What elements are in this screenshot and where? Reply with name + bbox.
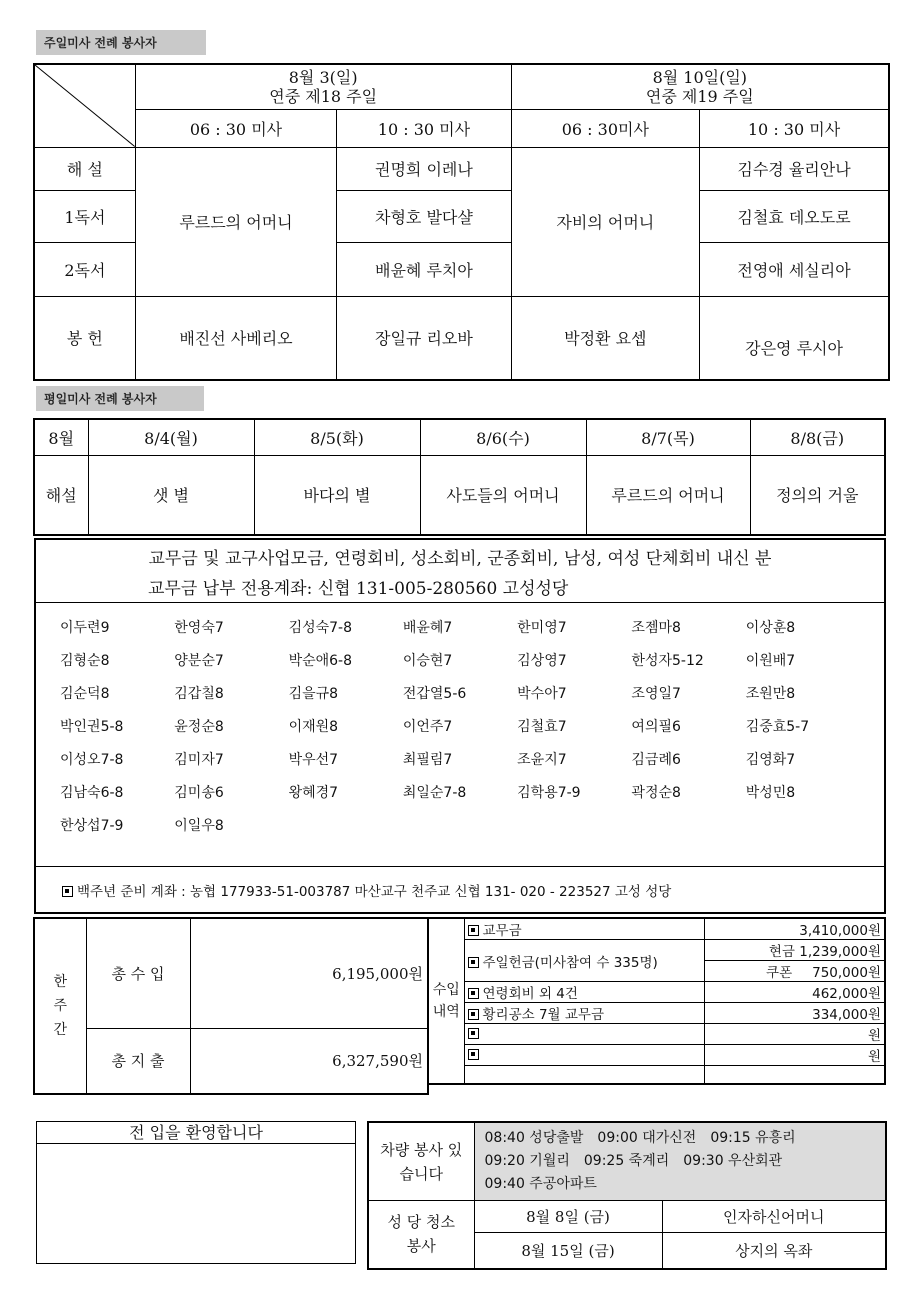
offertory-cell: 박정환 요셉 [511,296,699,380]
bus-stop: 09:30 우산회관 [683,1153,783,1169]
donor-name: 이승현7 [402,653,453,669]
donor-name: 양분순7 [174,653,224,669]
checkbox-icon [468,1028,479,1039]
weekday-mass-table [33,418,886,536]
donor-list [60,618,860,836]
sunday-section-tag: 주일미사 전례 봉사자 [36,30,206,55]
header-diagonal-cell [34,64,135,147]
donor-name: 조원만8 [745,686,796,702]
income-amount: 334,000원 [704,1003,885,1024]
donor-name: 김남숙6-8 [60,785,124,801]
donor-name: 조윤지7 [517,752,567,768]
weekday-team: 샛 별 [88,455,254,535]
checkbox-icon [62,886,73,897]
offertory-cell: 배진선 사베리오 [135,296,336,380]
donor-name: 박우선7 [288,752,339,768]
divider [36,866,884,867]
server-cell: 권명희 이레나 [337,147,511,190]
donor-name: 여의필6 [631,719,681,735]
donor-name: 김미송6 [174,785,224,801]
income-amount-coupon: 쿠폰 750,000원 [704,961,885,982]
role-cell: 1독서 [34,190,135,242]
time-cell: 06 : 30미사 [511,109,699,147]
donors-title: 교무금 및 교구사업모금, 연령회비, 성소회비, 군종회비, 남성, 여성 단체회비 내신 분 [148,549,772,569]
weekday-team: 바다의 별 [254,455,420,535]
time-cell: 10 : 30 미사 [337,109,511,147]
donor-name: 김형순8 [60,653,110,669]
donor-name: 조젬마8 [631,620,681,636]
donor-name: 이두련9 [60,620,110,636]
server-cell: 배윤혜 루치아 [337,242,511,296]
donor-name: 최필림7 [402,752,453,768]
donor-name: 김영화7 [745,752,796,768]
offertory-cell: 장일규 리오바 [337,296,511,380]
time-cell: 10 : 30 미사 [700,109,889,147]
donor-name: 김을규8 [288,686,339,702]
bus-stop: 09:00 대가신전 [597,1130,697,1146]
weekday-date: 8/5(화) [254,419,420,455]
server-cell: 전영애 세실리아 [700,242,889,296]
role-cell: 2독서 [34,242,135,296]
weekday-section-tag: 평일미사 전례 봉사자 [36,386,204,411]
donor-name: 윤정순8 [174,719,224,735]
role-cell: 해 설 [34,147,135,190]
income-amount: 462,000원 [704,982,885,1003]
total-income-value: 6,195,000원 [190,918,428,1028]
income-item [464,1024,704,1045]
cleaning-date: 8월 8일 (금) [474,1201,662,1233]
offertory-cell: 강은영 루시아 [700,296,889,380]
jubilee-account: 백주년 준비 계좌 : 농협 177933-51-003787 마산교구 천주교 신협 131- 020 - 223527 고성 성당 [62,880,671,900]
donor-name: 이일우8 [174,818,224,834]
donor-name: 김철효7 [517,719,567,735]
donor-name: 이상훈8 [745,620,796,636]
time-cell: 06 : 30 미사 [135,109,336,147]
vehicle-schedule [474,1122,886,1201]
bus-stop: 09:40 주공아파트 [484,1176,597,1192]
weekday-team: 정의의 거울 [750,455,885,535]
parish-account: 교무금 납부 전용계좌: 신협 131-005-280560 고성성당 [148,579,569,599]
checkbox-icon [468,957,479,968]
donor-name: 박순애6-8 [288,653,353,669]
income-item: 주일헌금(미사참여 수 335명) [464,940,704,982]
cleaning-team: 상지의 옥좌 [662,1233,886,1269]
income-amount: 원 [704,1045,885,1066]
total-expense-label: 총 지 출 [86,1028,190,1094]
donor-name: 김금례6 [631,752,681,768]
donor-name: 곽정순8 [631,785,681,801]
month-cell: 8월 [34,419,88,455]
income-label: 수입 내역 [428,918,464,1084]
server-cell: 차형호 발다샬 [337,190,511,242]
donor-name: 이재원8 [288,719,339,735]
bus-stop: 09:20 기월리 [484,1153,570,1169]
donor-name: 박성민8 [745,785,796,801]
donor-name: 배윤혜7 [402,620,453,636]
donor-name: 조영일7 [631,686,681,702]
weekday-date: 8/4(월) [88,419,254,455]
income-amount-cash: 현금 1,239,000원 [704,940,885,961]
donor-name: 박수아7 [517,686,567,702]
income-item: 연령회비 외 4건 [464,982,704,1003]
cleaning-date: 8월 15일 (금) [474,1233,662,1269]
bus-stop: 08:40 성당출발 [484,1130,584,1146]
income-item [464,1045,704,1066]
role-cell: 해설 [34,455,88,535]
donor-name: 김학용7-9 [517,785,581,801]
date-aug3: 8월 3(일) 연중 제18 주일 [135,64,511,109]
donor-name: 이언주7 [402,719,453,735]
donor-name: 한미영7 [517,620,567,636]
welcome-box [36,1121,356,1264]
donor-name: 한상섭7-9 [60,818,124,834]
weekday-date: 8/8(금) [750,419,885,455]
cleaning-team: 인자하신어머니 [662,1201,886,1233]
weekday-date: 8/6(수) [420,419,586,455]
donor-name: 김갑칠8 [174,686,224,702]
server-cell: 김수경 율리안나 [700,147,889,190]
period-label: 한 주 간 [34,918,86,1094]
vehicle-label: 차량 봉사 있습니다 [368,1122,474,1201]
income-amount: 원 [704,1024,885,1045]
donor-name: 김순덕8 [60,686,110,702]
bus-stop: 09:15 유흥리 [710,1130,796,1146]
donor-name: 한성자5-12 [631,653,704,669]
donor-name: 전갑열5-6 [402,686,467,702]
weekday-team: 루르드의 어머니 [586,455,750,535]
date-aug10: 8월 10일(일) 연중 제19 주일 [511,64,889,109]
donor-name: 김미자7 [174,752,224,768]
aug3-0630-team: 루르드의 어머니 [135,147,336,296]
donors-box [34,538,886,914]
donor-name: 왕혜경7 [288,785,339,801]
income-amount: 3,410,000원 [704,918,885,940]
total-expense-value: 6,327,590원 [190,1028,428,1094]
donor-name: 김중효5-7 [745,719,810,735]
sunday-mass-table [33,63,890,381]
donor-name: 김상영7 [517,653,567,669]
divider [36,602,884,603]
vehicle-cleaning-table [367,1121,887,1270]
donor-name: 박인권5-8 [60,719,124,735]
checkbox-icon [468,988,479,999]
cleaning-label: 성 당 청소 봉사 [368,1201,474,1269]
donor-name: 한영숙7 [174,620,224,636]
weekday-date: 8/7(목) [586,419,750,455]
donor-name: 김성숙7-8 [288,620,353,636]
donor-name: 최일순7-8 [402,785,467,801]
income-item: 황리공소 7월 교무금 [464,1003,704,1024]
weekly-finance-table [33,917,429,1095]
donor-name: 이성오7-8 [60,752,124,768]
checkbox-icon [468,1009,479,1020]
income-amount-empty [704,1066,885,1084]
income-item-empty [464,1066,704,1084]
checkbox-icon [468,925,479,936]
aug10-0630-team: 자비의 어머니 [511,147,699,296]
checkbox-icon [468,1049,479,1060]
total-income-label: 총 수 입 [86,918,190,1028]
welcome-title: 전 입을 환영합니다 [37,1122,355,1144]
bus-stop: 09:25 죽계리 [583,1153,670,1169]
server-cell: 김철효 데오도로 [700,190,889,242]
role-cell: 봉 헌 [34,296,135,380]
weekday-team: 사도들의 어머니 [420,455,586,535]
donor-name: 이원배7 [745,653,796,669]
income-item: 교무금 [464,918,704,940]
income-detail-table [427,917,886,1085]
